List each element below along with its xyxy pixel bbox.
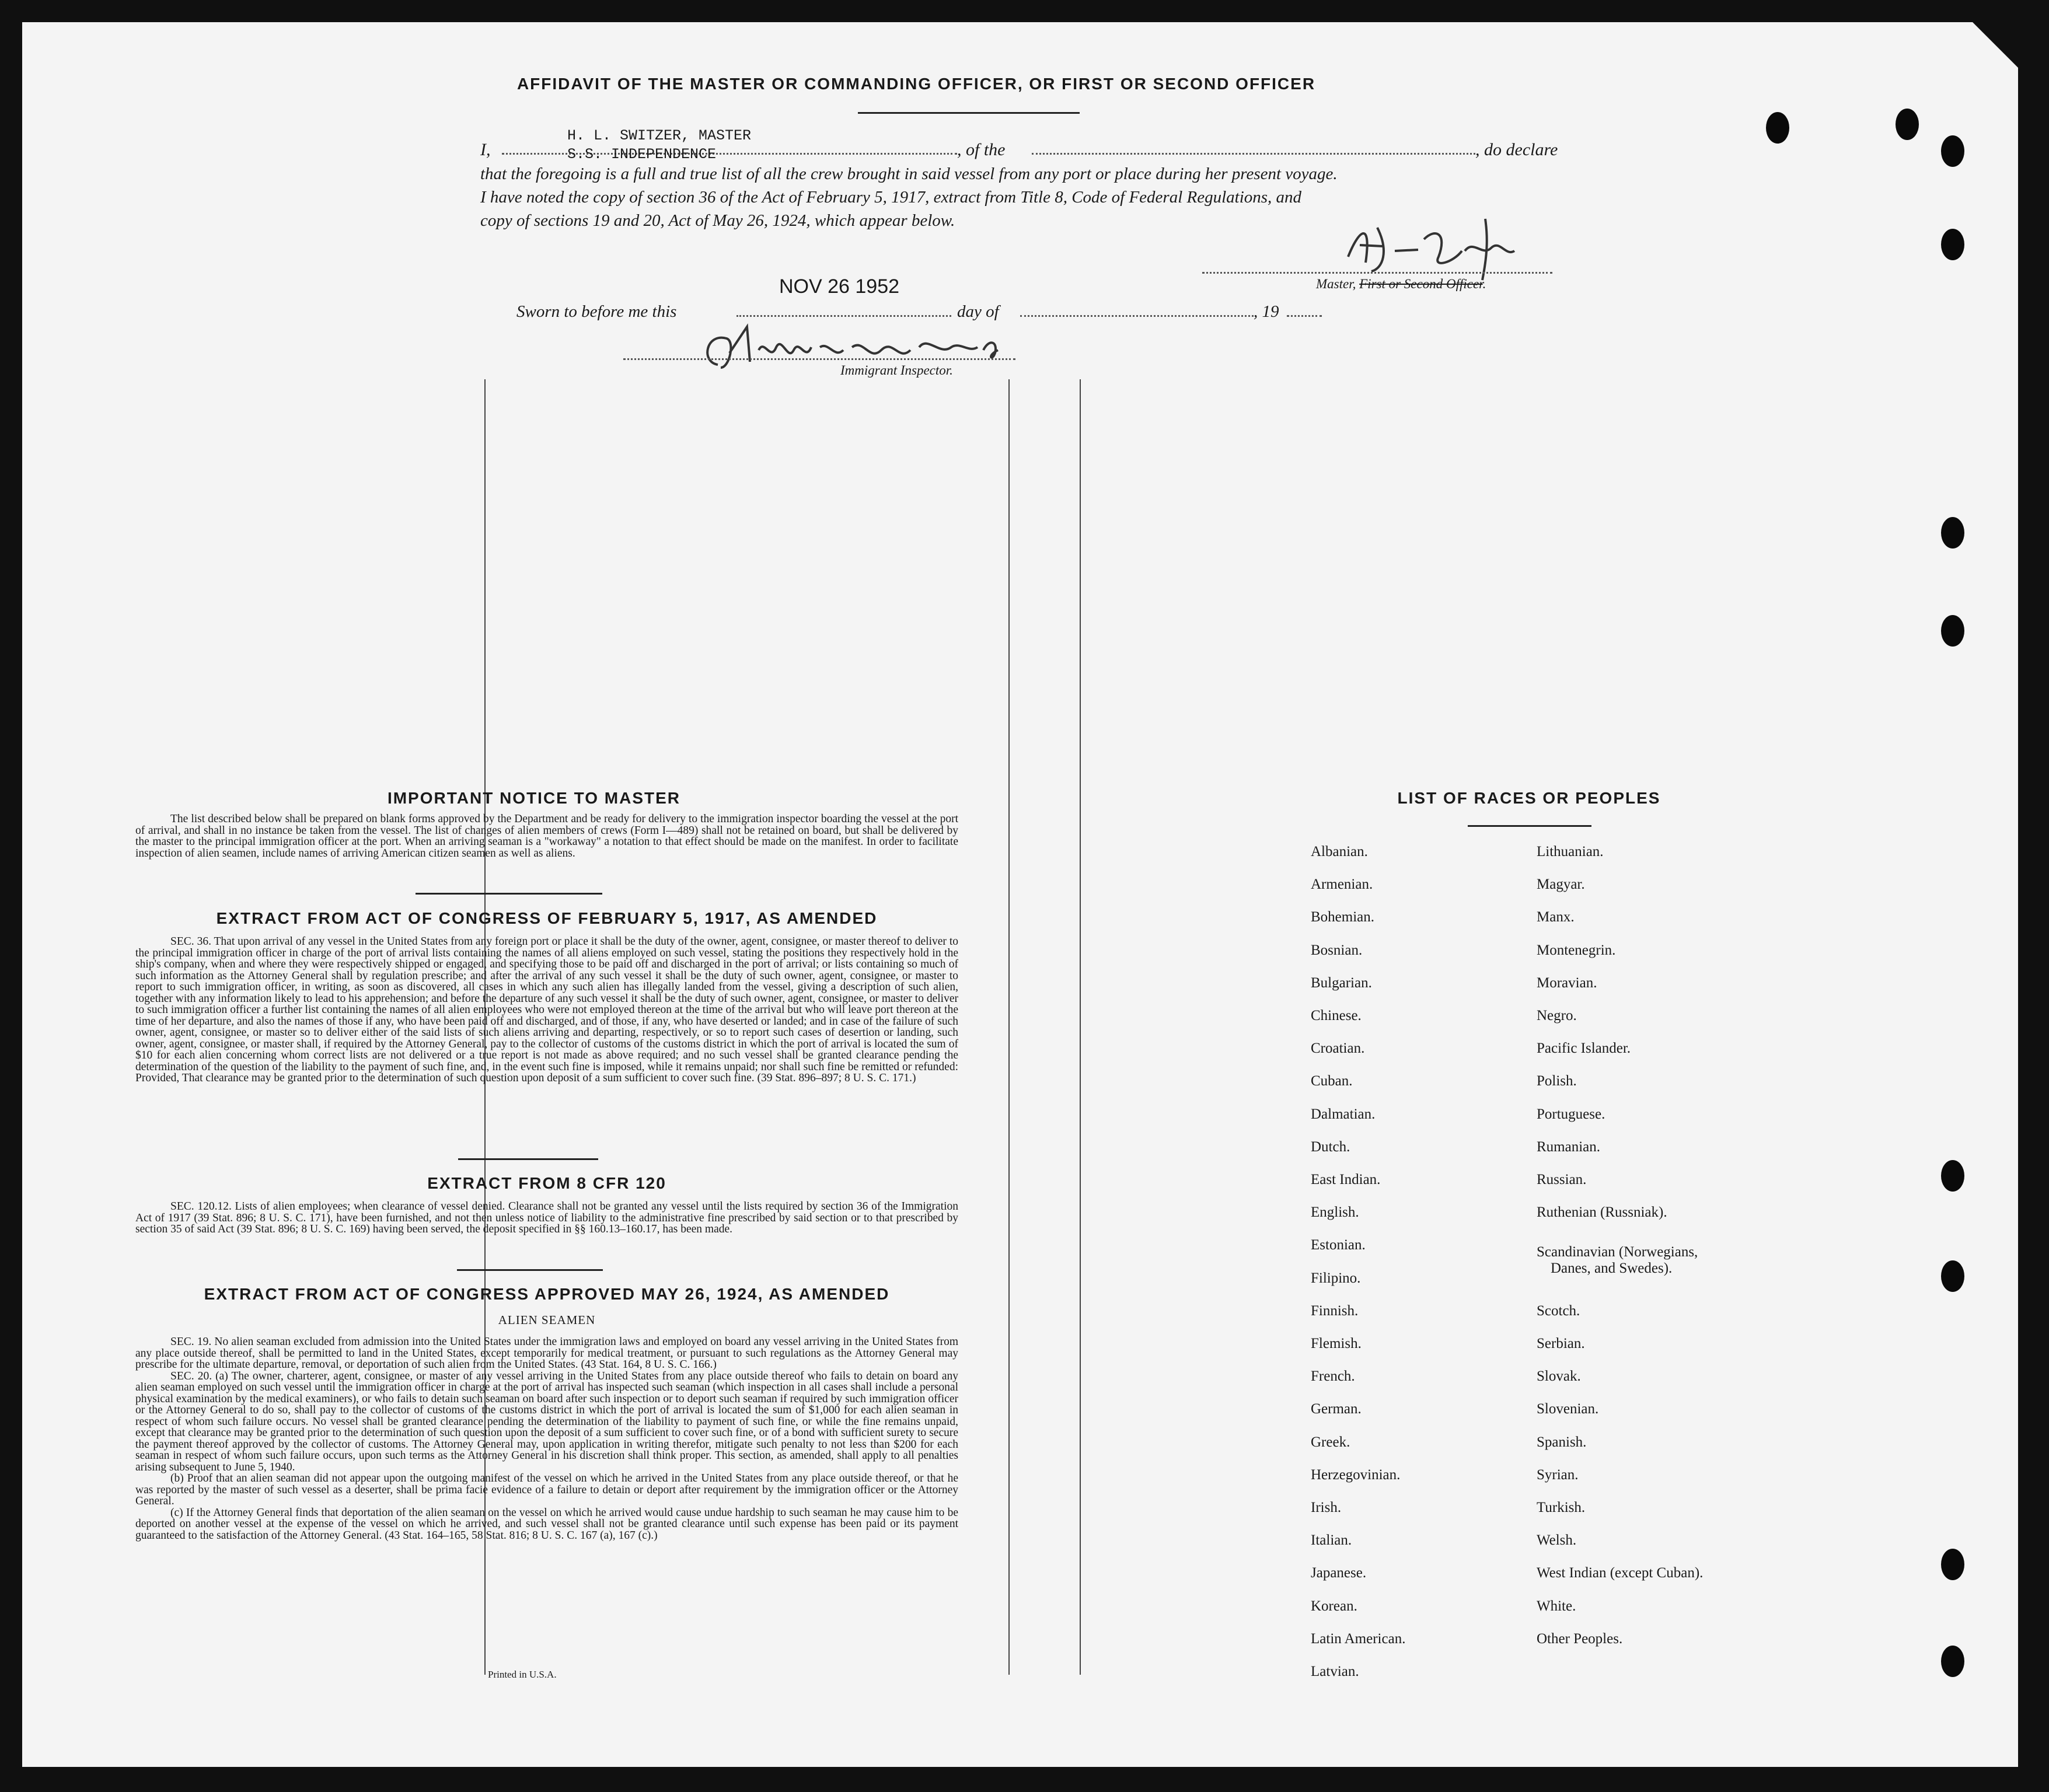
affidavit-line3: I have noted the copy of section 36 of the Act of February 5, 1917, extract from Title 8, Code of Federal Regulations, and [480, 188, 1302, 207]
race-item: Bohemian. [1311, 909, 1375, 925]
punch-hole [1941, 229, 1964, 260]
race-item: Irish. [1311, 1500, 1342, 1515]
extract-cfr-heading: EXTRACT FROM 8 CFR 120 [427, 1174, 666, 1192]
extract-cfr-paragraph: SEC. 120.12. Lists of alien employees; when clearance of vessel denied. Clearance shall not be granted any vessel until the lists required by section 36 of the Immigration Act of 1917 (39 Stat. 896; 8 U. S. C. 171), have been furnished, and not then unless notice of liability to the administrative fine prescribed by said section or to that prescribed by section 35 of said Act (39 Stat. 896; 8 U. S. C. 169) having been served, the deposit specified in §§ 160.13–160.17, has been made. [135, 1200, 958, 1235]
master-caption-struck: First or Second Officer [1359, 277, 1483, 291]
race-item: Rumanian. [1537, 1138, 1601, 1155]
race-item: French. [1311, 1368, 1355, 1385]
race-item: Armenian. [1311, 876, 1373, 893]
race-item: Cuban. [1311, 1073, 1353, 1089]
race-item: Bulgarian. [1311, 974, 1372, 991]
race-item: Serbian. [1537, 1336, 1585, 1351]
punch-hole [1941, 1160, 1964, 1192]
printed-in-usa: Printed in U.S.A. [488, 1669, 557, 1680]
affidavit-line4: copy of sections 19 and 20, Act of May 26, 1924, which appear below. [480, 211, 955, 230]
folded-corner [1973, 22, 2043, 92]
section-rule [458, 1158, 598, 1160]
extract-1924-text [135, 1336, 958, 1541]
notice-paragraph: The list described below shall be prepared on blank forms approved by the Department and be ready for delivery to the immigration inspector boarding the vessel at the port of arrival, and shall in no instance be taken from the vessel. The list of changes of alien members of crews (Form I—489) shall not be retained on board, but shall be delivered by the master to the principal immigration officer at the port. When an arriving seaman is a "workaway" a notation to that effect should be made on the manifest. In order to facilitate inspection of alien seamen, include names of arriving American citizen seamen as well as aliens. [135, 813, 958, 860]
race-item: East Indian. [1311, 1172, 1381, 1187]
extract-1924-heading: EXTRACT FROM ACT OF CONGRESS APPROVED MAY 26, 1924, AS AMENDED [204, 1285, 890, 1303]
punch-hole [1941, 517, 1964, 549]
punch-hole [1941, 1260, 1964, 1292]
race-item: Filipino. [1311, 1270, 1361, 1286]
race-item: Herzegovinian. [1311, 1466, 1401, 1483]
master-caption-text: Master, [1316, 277, 1360, 291]
race-item: Bosnian. [1311, 942, 1363, 958]
race-item: Negro. [1537, 1008, 1577, 1023]
of-the-label: , of the [957, 140, 1006, 159]
race-item: Syrian. [1537, 1466, 1579, 1483]
race-item: Scandinavian (Norwegians, [1537, 1243, 1698, 1260]
race-item: Russian. [1537, 1172, 1587, 1187]
punch-hole [1896, 109, 1919, 140]
race-item: Greek. [1311, 1434, 1350, 1450]
master-signature-line [1202, 272, 1552, 274]
year-line [1287, 315, 1322, 317]
typed-vessel: S.S. INDEPENDENCE [567, 146, 717, 163]
master-signature [1336, 216, 1547, 286]
race-item: Polish. [1537, 1073, 1577, 1089]
race-item: Ruthenian (Russniak). [1537, 1204, 1667, 1221]
i-label: I, [480, 140, 491, 159]
affidavit-title: AFFIDAVIT OF THE MASTER OR COMMANDING OFFICER, OR FIRST OR SECOND OFFICER [516, 75, 1316, 93]
punch-hole [1941, 1646, 1964, 1677]
race-item: Slovak. [1537, 1368, 1581, 1385]
race-item: Dutch. [1311, 1138, 1350, 1155]
race-item: Portuguese. [1537, 1106, 1605, 1122]
sec20a-paragraph: SEC. 20. (a) The owner, charterer, agent, consignee, or master of any vessel arriving in the United States from any place outside thereof who fails to detain on board any alien seaman employed on such vessel until the immigration officer in charge at the port of arrival has inspected such seaman (which inspection in all cases shall include a personal physical examination by the medical examiners), or who fails to detain such seaman on board after such inspection or to deport such seaman if required by such immigration officer or the Attorney General to do so, shall pay to the collector of customs of the customs district in which the port of arrival is located the sum of $1,000 for each alien seaman in respect of whom such failure occurs. No vessel shall be granted clearance pending the determination of the liability to payment of such fine, or while the fine remains unpaid, except that clearance may be granted prior to the determination of such question upon the deposit of a sum sufficient to cover such fine, or of a bond with sufficient surety to secure the payment thereof approved by the collector of customs. The Attorney General may, upon application in writing therefor, mitigate such penalty to not less than $200 for each seaman in respect of whom such failure occurs, upon such terms as the Attorney General in his discretion shall think proper. This section, as amended, shall apply to all penalties arising subsequent to June 5, 1940. [135, 1370, 958, 1473]
race-item: Italian. [1311, 1532, 1352, 1549]
race-item: Slovenian. [1537, 1401, 1599, 1417]
extract-1917-heading: EXTRACT FROM ACT OF CONGRESS OF FEBRUARY 5, 1917, AS AMENDED [216, 909, 878, 927]
sec20b-paragraph: (b) Proof that an alien seaman did not appear upon the outgoing manifest of the vessel on which he arrived in the United States from any place outside thereof, or that he was reported by the master of such vessel as a deserter, shall be prima facie evidence of a failure to detain or deport after requirement by the immigration officer or the Attorney General. [135, 1472, 958, 1507]
race-item: Croatian. [1311, 1040, 1365, 1057]
race-item: Magyar. [1537, 876, 1585, 893]
race-item: Montenegrin. [1537, 942, 1616, 958]
column-line [1080, 379, 1081, 1675]
month-line [1020, 315, 1254, 317]
races-rule [1468, 825, 1591, 827]
punch-hole [1941, 1549, 1964, 1580]
typed-name: H. L. SWITZER, MASTER [567, 127, 752, 144]
extract-1917-paragraph: SEC. 36. That upon arrival of any vessel in the United States from any foreign port or place it shall be the duty of the owner, agent, consignee, or master thereof to deliver to the principal immigration officer in charge of the port of arrival lists containing the names of all aliens employed on such vessel, stating the positions they respectively hold in the ship's company, when and where they were respectively shipped or engaged, and specifying those to be paid off and discharged in the port of arrival; or lists containing so much of such information as the Attorney General shall by regulation prescribe; and after the arrival of any such vessel it shall be the duty of such owner, agent, consignee, or master to report to such immigration officer, in writing, as soon as discovered, all cases in which any such alien has illegally landed from the vessel, giving a description of such alien, together with any information likely to lead to his apprehension; and before the departure of any such vessel it shall be the duty of such owner, agent, consignee, or master to deliver to such immigration officer a further list containing the names of all alien employees who were not employed thereon at the time of the arrival but who will leave port thereon at the time of her departure, and also the names of those if any, who have been paid off and discharged, and of those, if any, who have deserted or landed; and in case of the failure of such owner, agent, consignee, or master so to deliver either of the said lists of such aliens arriving and departing, respectively, or so to report such cases of desertion or landing, such owner, agent, consignee, or master shall, if required by the Attorney General, pay to the collector of customs of the customs district in which the port of arrival is located the sum of $10 for each alien concerning whom correct lists are not delivered or a true report is not made as above required; and no such vessel shall be granted clearance pending the determination of the question of the liability to the payment of such fine, and, in the event such fine is imposed, while it remains unpaid; nor shall such fine be remitted or refunded: Provided, That clearance may be granted prior to the determination of such question upon deposit of a sum sufficient to cover such fine. (39 Stat. 896–897; 8 U. S. C. 171.) [135, 935, 958, 1084]
inspector-caption: Immigrant Inspector. [840, 363, 953, 378]
do-declare-label: , do declare [1475, 140, 1558, 159]
race-item: Danes, and Swedes). [1551, 1260, 1673, 1276]
notice-heading: IMPORTANT NOTICE TO MASTER [387, 789, 681, 807]
day-of-label: day of [957, 302, 999, 321]
race-item: Estonian. [1311, 1237, 1366, 1253]
master-caption-suffix: . [1482, 277, 1486, 291]
race-item: Korean. [1311, 1598, 1357, 1614]
race-item: German. [1311, 1401, 1362, 1417]
year-label: , 19 [1254, 302, 1279, 321]
extract-cfr-text [135, 1201, 958, 1235]
stamped-date: NOV 26 1952 [779, 275, 900, 298]
affidavit-line2: that the foregoing is a full and true list of all the crew brought in said vessel from any port or place during her present voyage. [480, 165, 1338, 183]
race-item: Manx. [1537, 909, 1575, 925]
column-line [1008, 379, 1010, 1675]
races-heading: LIST OF RACES OR PEOPLES [1397, 789, 1661, 807]
race-item: Latin American. [1311, 1630, 1406, 1647]
punch-hole [1766, 112, 1789, 144]
vessel-line [1032, 153, 1475, 155]
extract-1917-text [135, 936, 958, 1084]
section-rule [457, 1269, 603, 1271]
race-item: English. [1311, 1204, 1359, 1221]
race-item: Scotch. [1537, 1302, 1580, 1319]
race-item: Lithuanian. [1537, 844, 1604, 860]
race-item: Japanese. [1311, 1565, 1367, 1581]
punch-hole [1941, 615, 1964, 647]
inspector-signature-line [623, 358, 1015, 360]
race-item: Welsh. [1537, 1532, 1577, 1549]
sec20c-paragraph: (c) If the Attorney General finds that deportation of the alien seaman on the vessel on which he arrived would cause undue hardship to such seaman he may cause him to be deported on another vessel at the expense of the vessel on which he arrived, and such vessel shall not be granted clearance until such expense has been paid or its payment guaranteed to the satisfaction of the Attorney General. (43 Stat. 164–165, 58 Stat. 816; 8 U. S. C. 167 (a), 167 (c).) [135, 1506, 958, 1542]
race-item: White. [1537, 1598, 1576, 1614]
race-item: Spanish. [1537, 1434, 1587, 1450]
title-rule [858, 112, 1080, 114]
race-item: Other Peoples. [1537, 1630, 1623, 1647]
punch-hole [1941, 135, 1964, 167]
race-item: Finnish. [1311, 1302, 1359, 1319]
race-item: Turkish. [1537, 1500, 1586, 1515]
race-item: Flemish. [1311, 1336, 1362, 1351]
sec19-paragraph: SEC. 19. No alien seaman excluded from admission into the United States under the immigration laws and employed on board any vessel arriving in the United States from any place outside thereof, shall be permitted to land in the United States, except temporarily for medical treatment, or pursuant to such regulations as the Attorney General may prescribe for the ultimate departure, removal, or deportation of such alien from the United States. (43 Stat. 164, 8 U. S. C. 166.) [135, 1336, 958, 1371]
alien-seamen-subheading: ALIEN SEAMEN [498, 1313, 596, 1327]
race-item: Latvian. [1311, 1664, 1359, 1679]
race-item: Chinese. [1311, 1008, 1362, 1023]
race-item: West Indian (except Cuban). [1537, 1565, 1704, 1581]
master-caption [1316, 277, 1486, 292]
race-item: Dalmatian. [1311, 1106, 1376, 1122]
notice-text [135, 813, 958, 859]
race-item: Moravian. [1537, 974, 1597, 991]
race-item: Albanian. [1311, 844, 1368, 860]
sworn-day-line [736, 315, 951, 317]
section-rule [416, 893, 602, 895]
race-item: Pacific Islander. [1537, 1040, 1631, 1057]
sworn-label: Sworn to before me this [516, 302, 677, 321]
